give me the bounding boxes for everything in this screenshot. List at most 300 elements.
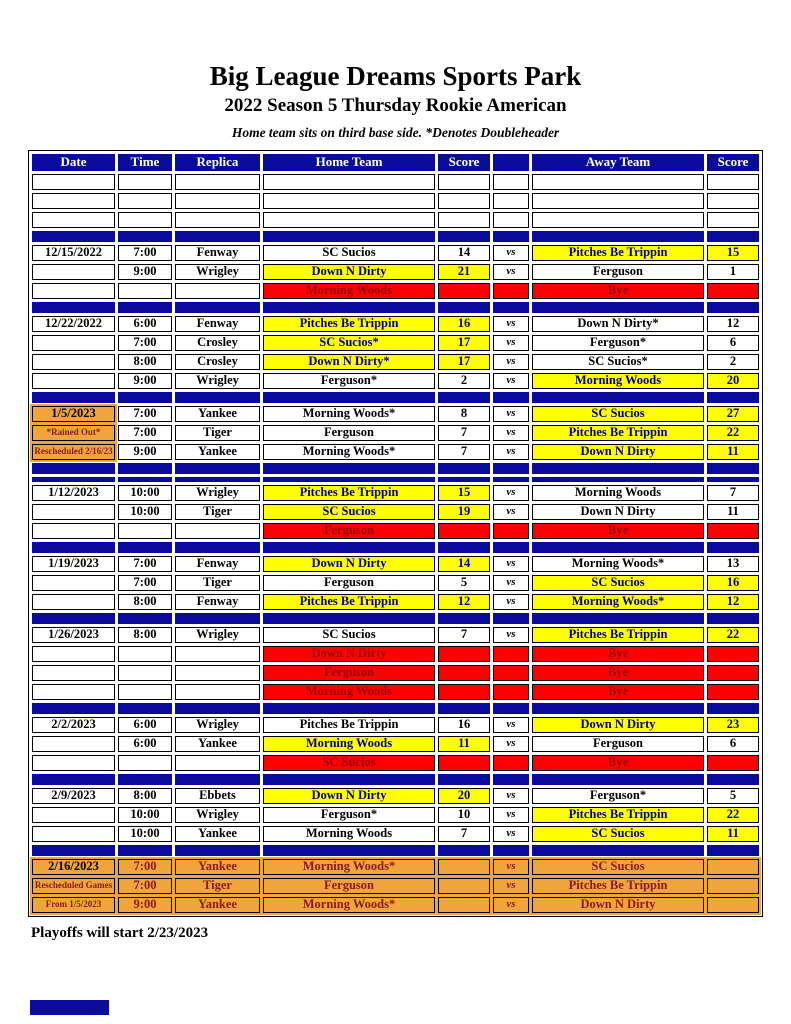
away-score-cell: [707, 283, 759, 299]
time-cell: 9:00: [118, 264, 172, 280]
away-team-cell: Bye: [532, 283, 704, 299]
date-cell: [32, 703, 115, 714]
vs-cell: vs: [493, 406, 529, 422]
date-cell: 1/26/2023: [32, 627, 115, 643]
replica-cell: Yankee: [175, 736, 260, 752]
vs-cell: [493, 174, 529, 190]
date-cell: *Rained Out*: [32, 425, 115, 441]
date-cell: [32, 665, 115, 681]
home-score-cell: [438, 193, 490, 209]
vs-cell: vs: [493, 245, 529, 261]
date-cell: [32, 845, 115, 856]
away-team-cell: Ferguson*: [532, 335, 704, 351]
date-cell: 1/5/2023: [32, 406, 115, 422]
game-row: [32, 373, 759, 389]
time-cell: [118, 283, 172, 299]
home-score-cell: [438, 463, 490, 474]
time-cell: 8:00: [118, 594, 172, 610]
home-score-cell: 8: [438, 406, 490, 422]
away-score-cell: 15: [707, 245, 759, 261]
away-score-cell: 13: [707, 556, 759, 572]
replica-cell: [175, 845, 260, 856]
away-team-cell: Morning Woods: [532, 373, 704, 389]
replica-cell: Wrigley: [175, 807, 260, 823]
home-score-cell: 16: [438, 316, 490, 332]
home-score-cell: 19: [438, 504, 490, 520]
time-cell: 10:00: [118, 485, 172, 501]
date-cell: [32, 523, 115, 539]
replica-cell: [175, 613, 260, 624]
away-score-cell: [707, 523, 759, 539]
column-header-date-cell: Date: [32, 154, 115, 171]
date-cell: [32, 504, 115, 520]
away-team-cell: SC Sucios: [532, 859, 704, 875]
home-score-cell: 16: [438, 717, 490, 733]
away-team-cell: [532, 231, 704, 242]
away-score-cell: 6: [707, 736, 759, 752]
away-score-cell: [707, 392, 759, 403]
replica-cell: Tiger: [175, 878, 260, 894]
replica-cell: Wrigley: [175, 485, 260, 501]
vs-cell: [493, 774, 529, 785]
time-cell: 10:00: [118, 504, 172, 520]
replica-cell: [175, 212, 260, 228]
home-team-cell: Morning Woods: [263, 283, 435, 299]
home-team-cell: SC Sucios: [263, 245, 435, 261]
home-score-cell: 21: [438, 264, 490, 280]
home-team-cell: [263, 774, 435, 785]
game-row: [32, 335, 759, 351]
replica-cell: Tiger: [175, 575, 260, 591]
away-score-cell: [707, 646, 759, 662]
page-subtitle: 2022 Season 5 Thursday Rookie American: [224, 94, 567, 116]
date-cell: 12/22/2022: [32, 316, 115, 332]
game-row: [32, 826, 759, 842]
date-cell: [32, 542, 115, 553]
replica-cell: Yankee: [175, 826, 260, 842]
separator-row: [32, 463, 759, 474]
date-cell: [32, 302, 115, 313]
time-cell: 7:00: [118, 406, 172, 422]
game-row: [32, 807, 759, 823]
date-cell: [32, 477, 115, 482]
vs-cell: [493, 523, 529, 539]
replica-cell: Fenway: [175, 556, 260, 572]
home-score-cell: 2: [438, 373, 490, 389]
home-team-cell: [263, 193, 435, 209]
home-score-cell: [438, 859, 490, 875]
away-team-cell: [532, 542, 704, 553]
date-cell: 1/12/2023: [32, 485, 115, 501]
replica-cell: [175, 174, 260, 190]
date-cell: [32, 392, 115, 403]
away-score-cell: 16: [707, 575, 759, 591]
replica-cell: [175, 684, 260, 700]
home-score-cell: [438, 878, 490, 894]
replica-cell: Yankee: [175, 444, 260, 460]
away-team-cell: [532, 703, 704, 714]
away-score-cell: [707, 463, 759, 474]
vs-cell: [493, 613, 529, 624]
home-score-cell: [438, 392, 490, 403]
away-team-cell: Ferguson: [532, 736, 704, 752]
game-row: [32, 575, 759, 591]
time-cell: [118, 703, 172, 714]
vs-cell: vs: [493, 878, 529, 894]
vs-cell: vs: [493, 826, 529, 842]
vs-cell: vs: [493, 807, 529, 823]
time-cell: 7:00: [118, 859, 172, 875]
home-score-cell: 10: [438, 807, 490, 823]
time-cell: [118, 231, 172, 242]
date-cell: Rescheduled 2/16/23: [32, 444, 115, 460]
game-row: [32, 406, 759, 422]
away-score-cell: 23: [707, 717, 759, 733]
home-score-cell: [438, 646, 490, 662]
column-header-home-team-cell: Home Team: [263, 154, 435, 171]
away-team-cell: [532, 613, 704, 624]
away-score-cell: 5: [707, 788, 759, 804]
time-cell: 7:00: [118, 575, 172, 591]
away-score-cell: 27: [707, 406, 759, 422]
schedule-table: [28, 150, 763, 917]
date-cell: [32, 283, 115, 299]
date-cell: [32, 354, 115, 370]
home-team-cell: [263, 703, 435, 714]
replica-cell: Fenway: [175, 245, 260, 261]
separator-row: [32, 613, 759, 624]
away-score-cell: [707, 174, 759, 190]
away-score-cell: [707, 845, 759, 856]
home-score-cell: [438, 755, 490, 771]
home-team-cell: Pitches Be Trippin: [263, 316, 435, 332]
home-score-cell: 7: [438, 444, 490, 460]
playoffs-note: Playoffs will start 2/23/2023: [31, 924, 209, 941]
vs-cell: vs: [493, 354, 529, 370]
replica-cell: [175, 665, 260, 681]
away-score-cell: [707, 231, 759, 242]
column-header-vs-cell: [493, 154, 529, 171]
home-score-cell: [438, 665, 490, 681]
replica-cell: [175, 774, 260, 785]
date-cell: [32, 212, 115, 228]
time-cell: 9:00: [118, 897, 172, 913]
date-cell: [32, 774, 115, 785]
away-team-cell: Down N Dirty: [532, 504, 704, 520]
game-row: [32, 354, 759, 370]
separator-row: [32, 231, 759, 242]
away-team-cell: SC Sucios*: [532, 354, 704, 370]
away-score-cell: [707, 477, 759, 482]
vs-cell: vs: [493, 736, 529, 752]
home-score-cell: [438, 684, 490, 700]
replica-cell: [175, 231, 260, 242]
home-team-cell: SC Sucios: [263, 504, 435, 520]
date-cell: [32, 335, 115, 351]
away-team-cell: SC Sucios: [532, 826, 704, 842]
game-row: [32, 788, 759, 804]
game-row: [32, 485, 759, 501]
home-team-cell: Down N Dirty: [263, 788, 435, 804]
replica-cell: [175, 755, 260, 771]
away-team-cell: [532, 212, 704, 228]
home-score-cell: 7: [438, 425, 490, 441]
time-cell: [118, 845, 172, 856]
replica-cell: [175, 477, 260, 482]
away-score-cell: [707, 542, 759, 553]
away-team-cell: [532, 174, 704, 190]
away-score-cell: [707, 302, 759, 313]
date-cell: 2/2/2023: [32, 717, 115, 733]
home-team-cell: Ferguson: [263, 575, 435, 591]
home-score-cell: [438, 477, 490, 482]
away-team-cell: [532, 302, 704, 313]
away-score-cell: 22: [707, 627, 759, 643]
home-score-cell: 12: [438, 594, 490, 610]
away-score-cell: [707, 897, 759, 913]
away-team-cell: Pitches Be Trippin: [532, 425, 704, 441]
column-header-home-score-cell: Score: [438, 154, 490, 171]
vs-cell: [493, 477, 529, 482]
time-cell: [118, 755, 172, 771]
column-header-replica-cell: Replica: [175, 154, 260, 171]
time-cell: [118, 302, 172, 313]
away-score-cell: 2: [707, 354, 759, 370]
vs-cell: vs: [493, 316, 529, 332]
away-team-cell: Down N Dirty: [532, 444, 704, 460]
vs-cell: vs: [493, 504, 529, 520]
time-cell: [118, 477, 172, 482]
home-score-cell: 20: [438, 788, 490, 804]
away-team-cell: SC Sucios: [532, 406, 704, 422]
date-cell: [32, 755, 115, 771]
time-cell: 6:00: [118, 316, 172, 332]
away-score-cell: [707, 665, 759, 681]
time-cell: [118, 542, 172, 553]
time-cell: 8:00: [118, 354, 172, 370]
home-team-cell: [263, 174, 435, 190]
date-cell: [32, 193, 115, 209]
time-cell: [118, 774, 172, 785]
away-score-cell: [707, 774, 759, 785]
time-cell: [118, 463, 172, 474]
game-row: [32, 425, 759, 441]
replica-cell: Fenway: [175, 316, 260, 332]
vs-cell: [493, 463, 529, 474]
home-team-cell: Ferguson: [263, 665, 435, 681]
game-row: [32, 717, 759, 733]
vs-cell: vs: [493, 897, 529, 913]
away-score-cell: 20: [707, 373, 759, 389]
home-score-cell: [438, 231, 490, 242]
vs-cell: vs: [493, 717, 529, 733]
home-team-cell: SC Sucios: [263, 627, 435, 643]
game-row: [32, 627, 759, 643]
vs-cell: vs: [493, 485, 529, 501]
bye-row: [32, 523, 759, 539]
time-cell: 9:00: [118, 373, 172, 389]
away-score-cell: 11: [707, 444, 759, 460]
vs-cell: vs: [493, 444, 529, 460]
home-team-cell: Ferguson: [263, 878, 435, 894]
home-score-cell: 14: [438, 556, 490, 572]
time-cell: [118, 174, 172, 190]
time-cell: [118, 646, 172, 662]
away-team-cell: Bye: [532, 665, 704, 681]
away-team-cell: Bye: [532, 684, 704, 700]
home-team-cell: Down N Dirty: [263, 264, 435, 280]
home-score-cell: [438, 523, 490, 539]
away-team-cell: [532, 774, 704, 785]
away-team-cell: Down N Dirty: [532, 717, 704, 733]
replica-cell: [175, 703, 260, 714]
home-team-cell: [263, 845, 435, 856]
separator-row: [32, 392, 759, 403]
replica-cell: [175, 463, 260, 474]
vs-cell: [493, 703, 529, 714]
date-cell: [32, 373, 115, 389]
time-cell: 10:00: [118, 807, 172, 823]
empty-row: [32, 193, 759, 209]
time-cell: 6:00: [118, 736, 172, 752]
date-cell: 2/16/2023: [32, 859, 115, 875]
time-cell: 8:00: [118, 788, 172, 804]
game-row: [32, 245, 759, 261]
page-tagline: Home team sits on third base side. *Denotes Doubleheader: [231, 124, 560, 140]
home-score-cell: 14: [438, 245, 490, 261]
bye-row: [32, 665, 759, 681]
vs-cell: [493, 231, 529, 242]
game-row: [32, 444, 759, 460]
away-score-cell: [707, 613, 759, 624]
time-cell: 7:00: [118, 335, 172, 351]
column-header-away-team-cell: Away Team: [532, 154, 704, 171]
replica-cell: Tiger: [175, 504, 260, 520]
away-team-cell: Pitches Be Trippin: [532, 245, 704, 261]
time-cell: [118, 523, 172, 539]
vs-cell: vs: [493, 788, 529, 804]
home-score-cell: [438, 897, 490, 913]
away-team-cell: SC Sucios: [532, 575, 704, 591]
home-score-cell: 11: [438, 736, 490, 752]
vs-cell: vs: [493, 859, 529, 875]
separator-row: [32, 703, 759, 714]
rescheduled-game-row: [32, 897, 759, 913]
away-team-cell: Ferguson: [532, 264, 704, 280]
rescheduled-game-row: [32, 878, 759, 894]
time-cell: 7:00: [118, 556, 172, 572]
time-cell: 7:00: [118, 245, 172, 261]
time-cell: [118, 613, 172, 624]
home-team-cell: [263, 392, 435, 403]
replica-cell: Wrigley: [175, 264, 260, 280]
replica-cell: Wrigley: [175, 627, 260, 643]
away-score-cell: 6: [707, 335, 759, 351]
home-score-cell: 7: [438, 627, 490, 643]
home-team-cell: Down N Dirty*: [263, 354, 435, 370]
home-score-cell: [438, 302, 490, 313]
home-score-cell: [438, 845, 490, 856]
away-score-cell: [707, 212, 759, 228]
home-score-cell: 17: [438, 354, 490, 370]
home-team-cell: [263, 231, 435, 242]
away-team-cell: Down N Dirty*: [532, 316, 704, 332]
date-cell: [32, 174, 115, 190]
date-cell: [32, 646, 115, 662]
away-score-cell: 1: [707, 264, 759, 280]
home-score-cell: [438, 212, 490, 228]
home-score-cell: [438, 774, 490, 785]
home-team-cell: Morning Woods*: [263, 897, 435, 913]
home-team-cell: Down N Dirty: [263, 646, 435, 662]
away-team-cell: Morning Woods: [532, 485, 704, 501]
column-header-away-score-cell: Score: [707, 154, 759, 171]
empty-row: [32, 174, 759, 190]
game-row: [32, 556, 759, 572]
replica-cell: Yankee: [175, 406, 260, 422]
time-cell: 7:00: [118, 425, 172, 441]
date-cell: [32, 684, 115, 700]
home-score-cell: [438, 613, 490, 624]
vs-cell: [493, 542, 529, 553]
time-cell: [118, 665, 172, 681]
replica-cell: Yankee: [175, 859, 260, 875]
replica-cell: [175, 542, 260, 553]
away-team-cell: [532, 845, 704, 856]
replica-cell: Wrigley: [175, 717, 260, 733]
vs-cell: vs: [493, 575, 529, 591]
replica-cell: Crosley: [175, 354, 260, 370]
vs-cell: [493, 392, 529, 403]
away-team-cell: [532, 193, 704, 209]
away-score-cell: 12: [707, 594, 759, 610]
home-team-cell: [263, 302, 435, 313]
replica-cell: [175, 646, 260, 662]
home-team-cell: Down N Dirty: [263, 556, 435, 572]
replica-cell: Wrigley: [175, 373, 260, 389]
empty-row: [32, 212, 759, 228]
vs-cell: vs: [493, 425, 529, 441]
game-row: [32, 504, 759, 520]
home-team-cell: Morning Woods: [263, 736, 435, 752]
table-header-row: [32, 154, 759, 171]
separator-row: [32, 542, 759, 553]
away-team-cell: Pitches Be Trippin: [532, 878, 704, 894]
game-row: [32, 594, 759, 610]
date-cell: [32, 575, 115, 591]
bye-row: [32, 755, 759, 771]
vs-cell: vs: [493, 594, 529, 610]
date-cell: [32, 613, 115, 624]
home-team-cell: Pitches Be Trippin: [263, 485, 435, 501]
away-score-cell: 11: [707, 826, 759, 842]
date-cell: 1/19/2023: [32, 556, 115, 572]
date-cell: [32, 826, 115, 842]
vs-cell: vs: [493, 556, 529, 572]
time-cell: [118, 684, 172, 700]
away-score-cell: [707, 859, 759, 875]
home-team-cell: Morning Woods*: [263, 406, 435, 422]
vs-cell: [493, 302, 529, 313]
vs-cell: [493, 283, 529, 299]
vs-cell: vs: [493, 335, 529, 351]
home-team-cell: Ferguson: [263, 425, 435, 441]
bye-row: [32, 684, 759, 700]
away-team-cell: Morning Woods*: [532, 556, 704, 572]
replica-cell: Tiger: [175, 425, 260, 441]
page-title: Big League Dreams Sports Park: [209, 61, 582, 91]
time-cell: [118, 212, 172, 228]
